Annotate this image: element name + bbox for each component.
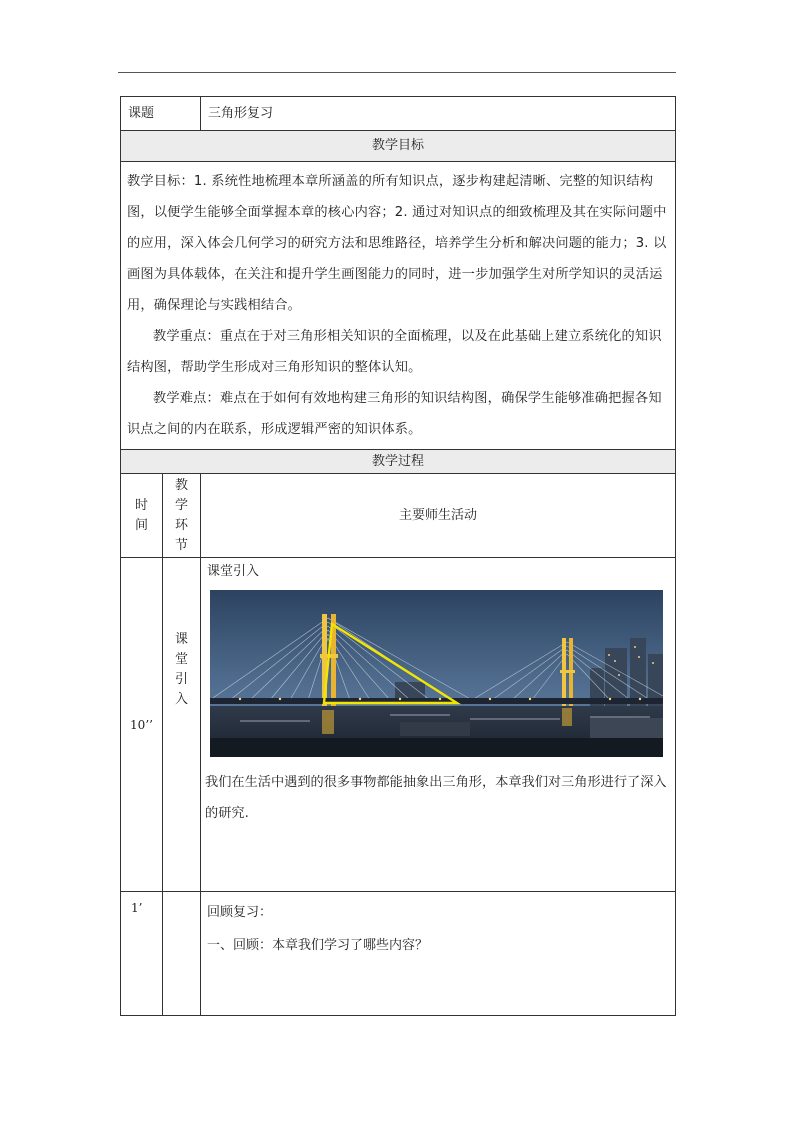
- review-question: 一、回顾：本章我们学习了哪些内容？: [207, 938, 429, 953]
- goals-content: [121, 162, 676, 450]
- header-rule: [118, 72, 676, 73]
- difficulties-text: 教学难点：难点在于如何有效地构建三角形的知识结构图，确保学生能够准确把握各知识点之间的内在联系，形成逻辑严密的知识体系。: [127, 391, 662, 437]
- row-stage: 课 堂 引 入: [163, 558, 201, 892]
- col-header-time: 时 间: [121, 474, 163, 558]
- row-activity: [201, 558, 676, 892]
- col-header-activity: 主要师生活动: [201, 474, 676, 558]
- process-row-intro: [121, 558, 676, 892]
- col-header-stage: 教 学 环 节: [163, 474, 201, 558]
- objectives-text: 教学目标：1. 系统性地梳理本章所涵盖的所有知识点，逐步构建起清晰、完整的知识结构图，以便学生能够全面掌握本章的核心内容；2. 通过对知识点的细致梳理及其在实际问题中的应用，深入体会几何学习的研究方法和思维路径，培养学生分析和解决问题的能力；3. 以画图为具体载体，在关注和提升学生画图能力的同时，进一步加强学生对所学知识的灵活运用，确保理论与实践相结合。: [127, 174, 667, 313]
- review-heading: 回顾复习：: [207, 905, 273, 920]
- activity-text: 我们在生活中遇到的很多事物都能抽象出三角形，本章我们对三角形进行了深入的研究.: [205, 775, 667, 821]
- row-time: 10’’: [121, 558, 163, 892]
- lesson-plan-table: [120, 96, 676, 1016]
- bridge-photo: [210, 590, 663, 757]
- row-activity: [201, 892, 676, 1016]
- key-points-text: 教学重点：重点在于对三角形相关知识的全面梳理，以及在此基础上建立系统化的知识结构图，帮助学生形成对三角形知识的整体认知。: [127, 329, 662, 375]
- topic-value: 三角形复习: [201, 97, 676, 131]
- row-stage: [163, 892, 201, 1016]
- process-header-row: [121, 474, 676, 558]
- row-time: 1’: [121, 892, 163, 1016]
- topic-row: [121, 97, 676, 131]
- process-row-review: [121, 892, 676, 1016]
- goals-section-title: 教学目标: [121, 131, 676, 162]
- activity-heading: 课堂引入: [207, 564, 260, 579]
- process-section-title: 教学过程: [121, 450, 676, 474]
- topic-label: 课题: [121, 97, 201, 131]
